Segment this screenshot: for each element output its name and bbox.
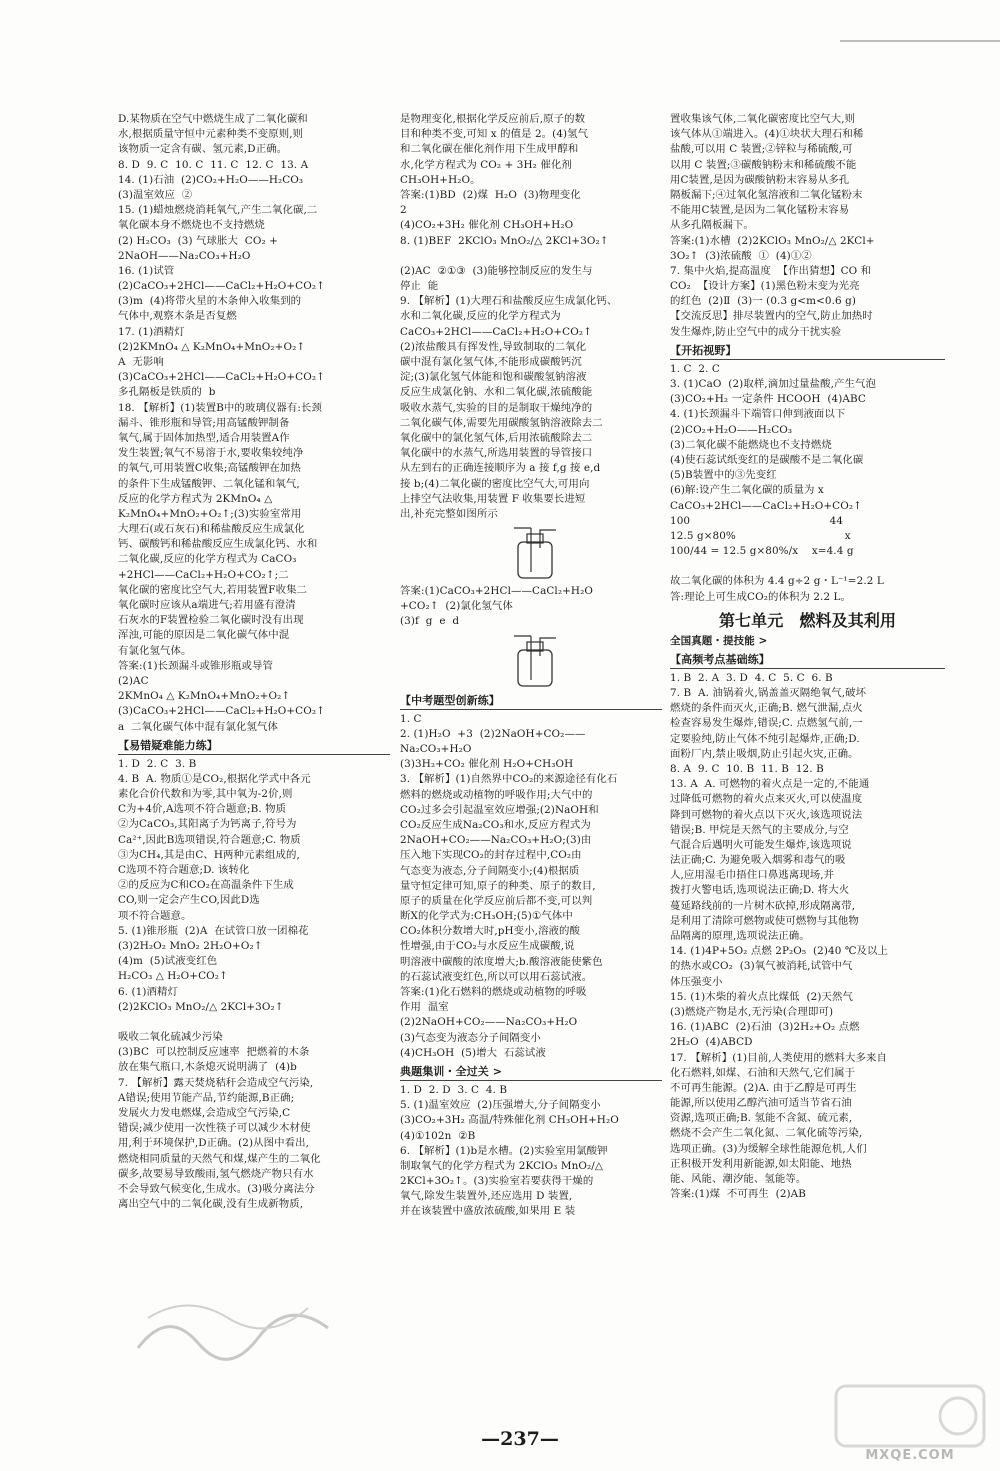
text-line: 量守恒定律可知,原子的种类、原子的数目, <box>400 879 596 892</box>
text-line: A 无影响 <box>118 356 164 368</box>
text-line: 的条件下生成锰酸钾、二氧化锰和氧气, <box>118 477 300 490</box>
text-line: 二氧化碳气体,需要先用碳酸氢钠溶液除去二 <box>400 416 603 429</box>
text-line: 气态变为液态,分子间隔变小;(4)根据质 <box>400 864 580 877</box>
text-line: 气混合后遇明火可能发生爆炸,该选项说 <box>670 838 852 851</box>
text-line: 断X的化学式为:CH₃OH;(5)①气体中 <box>400 910 573 923</box>
text-line: 人,应用湿毛巾捂住口鼻逃离现场,并 <box>670 869 835 882</box>
text-line: (2)CO₂+H₂O——H₂CO₃ <box>670 423 793 436</box>
text-line: (5)B装置中的③先变红 <box>670 469 777 482</box>
text-line: CO₂ 【设计方案】(1)黑色粉末变为光亮 <box>670 280 860 293</box>
text-line: 气体中,观察木条是否复燃 <box>118 310 237 323</box>
text-line: 二氧化碳,反应的化学方程式为 CaCO₃ <box>118 553 297 566</box>
text-line: 错误;B. 甲烷是天然气的主要成分,与空 <box>670 823 849 836</box>
text-line: 14. (1)4P+5O₂ 点燃 2P₂O₅ (2)40 ℃及以上 <box>670 945 889 958</box>
text-line: 1. D 2. C 3. B <box>118 757 197 770</box>
text-line: ②为CaCO₃,其阳离子为钙离子,符号为 <box>118 818 297 831</box>
text-line: 有氯化氢气体。 <box>118 644 192 657</box>
text-line: 1. C 2. C <box>670 362 720 375</box>
text-line: 发生装置;氧气不易溶于水,要收集较纯净 <box>118 447 304 460</box>
text-line: 发生爆炸,防止空气中的成分干扰实验 <box>670 325 842 338</box>
text-line: 压入地下实现CO₂的封存过程中,CO₂由 <box>400 849 582 862</box>
text-line: 2. (1)H₂O +3 (2)2NaOH+CO₂—— <box>400 727 586 740</box>
bottle-figure <box>400 632 662 690</box>
text-line: 接 b;(4)二氧化碳的密度比空气大,可用向 <box>400 477 590 490</box>
text-line: C选项不符合题意;D. 该转化 <box>118 864 250 876</box>
text-line: 用,利于环境保护,D正确。(2)从图中看出, <box>118 1137 310 1150</box>
section-heading: 典题集训・全过关 > <box>400 1063 662 1081</box>
text-line: 的红色 (2)Ⅱ (3)一 (0.3 g<m<0.6 g) <box>670 295 857 308</box>
text-line: (3)二氧化碳不能燃烧也不支持燃烧 <box>670 438 832 451</box>
text-line: 答案:(1)CaCO₃+2HCl——CaCl₂+H₂O <box>400 585 593 598</box>
text-line: 8. D 9. C 10. C 11. C 12. C 13. A <box>118 158 309 171</box>
text-line: H₂CO₃ △ H₂O+CO₂↑ <box>118 970 228 983</box>
text-line: 4. (1)长颈漏斗下端管口伸到液面以下 <box>670 408 846 421</box>
text-line: CaCO₃+2HCl——CaCl₂+H₂O+CO₂↑ <box>670 499 862 512</box>
text-line: C为+4价,A选项不符合题意;B. 物质 <box>118 803 287 816</box>
top-rule <box>840 40 1000 42</box>
text-line: (3)气态变为液态分子间隔变小 <box>400 1031 541 1044</box>
text-line: (3)f g e d <box>400 615 460 628</box>
text-line: 2 <box>400 204 407 217</box>
text-line: 16. (1)ABC (2)石油 (3)2H₂+O₂ 点燃 <box>670 1021 860 1034</box>
subsection-title: 全国真题・提技能 > <box>670 634 768 647</box>
text-line: 漏斗、锥形瓶和导管;用高锰酸钾制备 <box>118 416 290 429</box>
text-line: 答案:(1)水槽 (2)2KClO₃ MnO₂/△ 2KCl+ <box>670 234 875 247</box>
text-line: 盐酸,可以用 C 装置;②锌粒与稀硫酸,可 <box>670 143 853 156</box>
text-line: (2)AC ②①③ (3)能够控制反应的发生与 <box>400 264 593 277</box>
text-line: (2)CaCO₃+2HCl——CaCl₂+H₂O+CO₂↑ <box>118 280 325 293</box>
text-line: Na₂CO₃+H₂O <box>400 743 472 755</box>
text-line: (2)2KClO₃ MnO₂/△ 2KCl+3O₂↑ <box>118 1000 284 1013</box>
text-line: 答案:(1)长颈漏斗或锥形瓶或导管 <box>118 659 273 672</box>
text-line: 100/44 = 12.5 g×80%/x x=4.4 g <box>670 545 854 558</box>
text-line: 多孔隔板是铁质的 b <box>118 386 216 399</box>
text-line: 反应的化学方程式为 2KMnO₄ △ <box>118 492 273 505</box>
text-line: 15. (1)蜡烛燃烧消耗氧气,产生二氧化碳,二 <box>118 204 318 217</box>
text-line: 和二氧化碳在催化剂作用下生成甲醇和 <box>400 143 579 156</box>
section-heading: 【开拓视野】 <box>670 342 945 360</box>
text-line: 隔板漏下;④过氧化氢溶液和二氧化锰粉末 <box>670 188 863 201</box>
text-line: 燃烧相同质量的天然气和煤,煤产生的二氧化 <box>118 1152 321 1165</box>
text-line: 14. (1)石油 (2)CO₂+H₂O——H₂CO₃ <box>118 173 304 186</box>
text-line: 置收集该气体,二氧化碳密度比空气大,则 <box>670 113 856 125</box>
text-line: CaCO₃+2HCl——CaCl₂+H₂O+CO₂↑ <box>400 325 592 338</box>
text-line: CO,则一定会产生CO,因此D选 <box>118 894 260 907</box>
text-line: (3)CO₂+H₂ 一定条件 HCOOH (4)ABC <box>670 393 866 406</box>
text-line: 素化合价代数和为零,其中氧为-2价,则 <box>118 788 293 801</box>
text-line: 体压强变小 <box>670 975 723 988</box>
text-line: 能、风能、潮汐能、氢能等。 <box>670 1173 807 1185</box>
text-line <box>670 559 945 574</box>
text-line: CH₃OH+H₂O。 <box>400 173 481 186</box>
text-line: (3)BC 可以控制反应速率 把燃着的木条 <box>118 1046 310 1059</box>
text-line: (3)m (4)将带火星的木条伸入收集到的 <box>118 295 302 308</box>
text-line: 上排空气法收集,用装置 F 收集要长进短 <box>400 492 586 505</box>
text-line: 能源,所以使用乙醇汽油可适当节省石油 <box>670 1097 852 1110</box>
text-line: 停止 能 <box>400 280 439 293</box>
text-line: 作用 温室 <box>400 1001 449 1014</box>
section-heading: 【易错疑难能力练】 <box>118 737 390 755</box>
text-line: 17. 【解析】(1)目前,人类使用的燃料大多来自 <box>670 1051 887 1064</box>
text-line <box>400 249 662 264</box>
text-line: 发展火力发电燃煤,会造成空气污染,C <box>118 1107 291 1119</box>
text-line: (2)2NaOH+CO₂——Na₂CO₃+H₂O <box>400 1016 578 1029</box>
watermark-url: MXQE.COM <box>865 1448 955 1463</box>
text-line: 17. (1)酒精灯 <box>118 325 185 338</box>
text-line <box>118 1015 390 1030</box>
text-line: 【交流反思】排尽装置内的空气,防止加热时 <box>670 310 873 323</box>
text-line: 16. (1)试管 <box>118 264 175 277</box>
text-line: 该气体从①端进入。(4)①块状大理石和稀 <box>670 128 864 141</box>
text-line: (2) H₂CO₃ (3) 气球胀大 CO₂ + <box>118 234 278 247</box>
text-line: 答案:(1)煤 不可再生 (2)AB <box>670 1188 807 1201</box>
text-line: 蔓延路线前的一片树木砍掉,形成隔离带, <box>670 899 856 912</box>
text-line: 该物质一定含有碳、氢元素,D正确。 <box>118 143 288 156</box>
page-number: —237— <box>481 1428 559 1450</box>
text-line: a 二氧化碳气体中混有氯化氢气体 <box>118 720 278 733</box>
text-line: 选项正确。(3)为缓解全球性能源危机,人们 <box>670 1142 867 1155</box>
text-line: (3)温室效应 ② <box>118 188 193 201</box>
text-line: 5. (1)锥形瓶 (2)A 在试管口放一团棉花 <box>118 924 309 937</box>
text-line: 并在该装置中盛放浓硫酸,如果用 E 装 <box>400 1205 576 1218</box>
text-line: 资源,选项正确;B. 氢能不含氮、硫元素, <box>670 1112 853 1125</box>
text-line: 水,化学方程式为 CO₂ + 3H₂ 催化剂 <box>400 158 572 171</box>
text-line: 的氧气,可用装置C收集;高锰酸钾在加热 <box>118 462 301 475</box>
text-line: 18. 【解析】(1)装置B中的玻璃仪器有:长颈 <box>118 401 322 414</box>
text-line: 15. (1)木柴的着火点比煤低 (2)天然气 <box>670 990 853 1003</box>
text-line: 浑浊,可能的原因是二氧化碳气体中混 <box>118 629 290 642</box>
text-line: 2KMnO₄ △ K₂MnO₄+MnO₂+O₂↑ <box>118 690 291 703</box>
text-line: 检查容易发生爆炸,错误;C. 点燃氢气前,一 <box>670 717 863 730</box>
text-line: ②的反应为C和CO₂在高温条件下生成 <box>118 879 294 892</box>
text-line: (6)解:设产生二氧化碳的质量为 x <box>670 484 824 497</box>
text-line: 不可再生能源。(2)A. 由于乙醇是可再生 <box>670 1081 857 1094</box>
text-line: 的石蕊试液变红色,所以可以用石蕊试液。 <box>400 970 593 983</box>
text-line: 7. B A. 油锅着火,锅盖盖灭隔绝氧气,破坏 <box>670 687 867 699</box>
column-middle <box>400 112 662 1220</box>
text-line: +2HCl——CaCl₂+H₂O+CO₂↑;二 <box>118 568 289 581</box>
text-line: 1. C <box>400 712 422 725</box>
text-line: 性增强,由于CO₂与水反应生成碳酸,说 <box>400 940 575 953</box>
text-line: (3)CaCO₃+2HCl——CaCl₂+H₂O+CO₂↑ <box>118 705 325 718</box>
text-line: 100 44 <box>670 514 844 527</box>
text-line: 燃烧不会产生二氧化氮、二氧化硫等污染, <box>670 1127 863 1140</box>
text-line: 钙、碳酸钙和稀盐酸反应生成氯化钙、水和 <box>118 538 318 551</box>
column-left <box>118 112 390 1212</box>
text-line: 答案:(1)BD (2)煤 H₂O (3)物理变化 <box>400 188 581 201</box>
text-line: (2)AC <box>118 674 149 687</box>
text-line: 氧化碳中的水蒸气,所选用装置的导管接口 <box>400 447 593 460</box>
text-line: 13. A A. 可燃物的着火点是一定的,不能通 <box>670 778 870 791</box>
text-line: 出,补充完整如图所示 <box>400 507 498 520</box>
text-line: +CO₂↑ (2)氯化氢气体 <box>400 600 513 613</box>
text-line: 反应生成氯化钠、水和二氧化碳,浓硫酸能 <box>400 386 593 399</box>
text-line: 燃烧的条件而灭火,正确;B. 燃气泄漏,点火 <box>670 702 863 715</box>
bottle-figure <box>400 524 662 582</box>
text-line: 答:理论上可生成CO₂的体积为 2.2 L。 <box>670 590 852 603</box>
text-line: 3. 【解析】(1)自然界中CO₂的来源途径有化石 <box>400 773 618 786</box>
text-line: 淀;(3)氯化氢气体能和饱和碳酸氢钠溶液 <box>400 371 587 384</box>
text-line: 吸收水蒸气,实验的目的是制取干燥纯净的 <box>400 401 593 414</box>
text-line: 碳多,故要易导致酸雨,氢气燃烧产物只有水 <box>118 1167 314 1180</box>
text-line: (2)浓盐酸具有挥发性,导致制取的二氧化 <box>400 340 587 353</box>
text-line: (4)CO₂+3H₂ 催化剂 CH₃OH+H₂O <box>400 219 574 232</box>
text-line: 错误;减少使用一次性筷子可以减少木材使 <box>118 1122 311 1135</box>
text-line: 制取氧气的化学方程式为 2KClO₃ MnO₂/△ <box>400 1159 603 1172</box>
text-line: 项不符合题意。 <box>118 909 192 922</box>
text-line: 从左到右的正确连接顺序为 a 接 f,g 接 e,d <box>400 462 601 475</box>
column-right <box>670 112 945 1202</box>
text-line: 离出空气中的二氧化碳,没有生成新物质, <box>118 1198 304 1211</box>
text-line: CO₂反应生成Na₂CO₃和水,反应方程式为 <box>400 818 591 831</box>
text-line: 2KCl+3O₂↑。(3)实验室若要获得干燥的 <box>400 1175 594 1188</box>
text-line: 正积极开发利用新能源,如太阳能、地热 <box>670 1157 852 1170</box>
text-line: 用C装置,是因为碳酸钠粉末容易从多孔 <box>670 173 850 186</box>
text-line: (4)使石蕊试纸变红的是碳酸不是二氧化碳 <box>670 453 864 466</box>
text-line: 吸收二氧化硫减少污染 <box>118 1031 223 1044</box>
text-line: (3)CaCO₃+2HCl——CaCl₂+H₂O+CO₂↑ <box>118 371 325 384</box>
text-line: (3)燃烧产物是水,无污染(合理即可) <box>670 1005 834 1018</box>
text-line: 化石燃料,如煤、石油和天然气,它们属于 <box>670 1066 856 1079</box>
text-line: 2NaOH+CO₂——Na₂CO₃+H₂O;(3)由 <box>400 834 592 847</box>
text-line: 8. A 9. C 10. B 11. B 12. B <box>670 762 824 775</box>
text-line: (4)①102n ②B <box>400 1129 476 1142</box>
text-line: (4)m (5)试液变红色 <box>118 955 218 968</box>
text-line: A错误;使用节能产品,节约能源,B正确; <box>118 1091 295 1104</box>
watermark-logo-left <box>128 1288 348 1368</box>
text-line: 目和种类不变,可知 x 的值是 2。(4)氢气 <box>400 128 589 141</box>
text-line: 1. D 2. D 3. C 4. B <box>400 1083 508 1096</box>
text-line: 氧化碳时应该从a端进气;若用盛有澄清 <box>118 599 296 611</box>
text-line: 大理石(或石灰石)和稀盐酸反应生成氯化 <box>118 523 305 536</box>
text-line: 2H₂O (4)ABCD <box>670 1036 753 1049</box>
text-line: 3. (1)CaO (2)取样,滴加过量盐酸,产生气泡 <box>670 378 877 390</box>
text-line: (2)2KMnO₄ △ K₂MnO₄+MnO₂+O₂↑ <box>118 340 306 353</box>
text-line: 6. (1)酒精灯 <box>118 985 179 998</box>
text-line: 1. B 2. A 3. D 4. C 5. C 6. B <box>670 671 833 684</box>
text-line: 水,根据质量守恒中元素种类不变原则,则 <box>118 128 304 141</box>
text-line: D.某物质在空气中燃烧生成了二氧化碳和 <box>118 113 308 125</box>
text-line: 是物理变化,根据化学反应前后,原子的数 <box>400 113 586 125</box>
text-line: 氧气,属于固体加热型,适合用装置A作 <box>118 431 290 444</box>
text-line: 原子的质量在化学反应前后都不变,可以判 <box>400 894 593 907</box>
text-line: 明溶液中碳酸的浓度增大;b.酸溶液能使紫色 <box>400 955 603 968</box>
gas-bottle-diagram <box>510 524 560 580</box>
text-line: ③为CH₄,其是由C、H两种元素组成的, <box>118 848 300 861</box>
text-line: 面粉厂内,禁止吸烟,防止引起火灾,正确。 <box>670 747 859 760</box>
text-line: 石灰水的F装置检验二氧化碳时没有出现 <box>118 614 304 627</box>
text-line: 的热水或CO₂ (3)氧气被消耗,试管中气 <box>670 960 853 973</box>
text-line: 从多孔隔板漏下。 <box>670 219 754 232</box>
section-heading: 【高频考点基础练】 <box>670 651 945 669</box>
text-line: 故二氧化碳的体积为 4.4 g÷2 g・L⁻¹=2.2 L <box>670 575 884 588</box>
text-line: 品隔离的原理,选项说法正确。 <box>670 930 810 942</box>
text-line: 氧气,除发生装置外,还应选用 D 装置, <box>400 1190 573 1203</box>
text-line: K₂MnO₄+MnO₂+O₂↑;(3)实验室常用 <box>118 507 302 520</box>
text-line: 氧化碳本身不燃烧也不支持燃烧 <box>118 219 265 232</box>
text-line: 9. 【解析】(1)大理石和盐酸反应生成氯化钙、 <box>400 295 618 308</box>
text-line: 不能用C装置,是因为二氧化锰粉末容易 <box>670 204 850 217</box>
text-line: CO₂体积分数增大时,pH变小,溶液的酸 <box>400 925 581 938</box>
text-line: 5. (1)温室效应 (2)压强增大,分子间隔变小 <box>400 1099 601 1112</box>
text-line: 降到可燃物的着火点以下灭火,该选项说法 <box>670 808 863 821</box>
text-line: 燃料的燃烧或动植物的呼吸作用;大气中的 <box>400 788 593 801</box>
text-line: 氧化碳的密度比空气大,若用装置F收集二 <box>118 583 308 596</box>
text-line: CO₂过多会引起温室效应增强;(2)NaOH和 <box>400 803 599 816</box>
text-line: 4. B A. 物质①是CO₂,根据化学式中各元 <box>118 772 311 785</box>
text-line: 定要验纯,防止气体不纯引起爆炸,正确;D. <box>670 732 860 745</box>
text-line: 答案:(1)化石燃料的燃烧或动植物的呼吸 <box>400 986 587 998</box>
text-line: 过降低可燃物的着火点来灭火,可以使温度 <box>670 793 863 806</box>
text-line: 氧化碳中的氯化氢气体,后用浓硫酸除去二 <box>400 431 593 444</box>
unit-title: 第七单元 燃料及其利用 <box>718 610 897 630</box>
text-line: 放在集气瓶口,木条熄灭说明满了 (4)b <box>118 1061 297 1074</box>
gas-bottle-diagram <box>510 632 560 688</box>
text-line: 不会导致气候变化,生成水。(3)吸分离法分 <box>118 1182 315 1195</box>
text-line: 8. (1)BEF 2KClO₃ MnO₂/△ 2KCl+3O₂↑ <box>400 234 609 247</box>
text-line: (3)CO₂+3H₂ 高温/特殊催化剂 CH₃OH+H₂O <box>400 1114 619 1127</box>
text-line: 7. 【解析】露天焚烧秸秆会造成空气污染, <box>118 1076 314 1089</box>
text-line: 拨打火警电话,选项说法正确;D. 将大火 <box>670 884 850 897</box>
text-line: (4)CH₃OH (5)增大 石蕊试液 <box>400 1046 546 1059</box>
text-line: 12.5 g×80% x <box>670 529 851 542</box>
text-line: 是利用了清除可燃物或使可燃物与其他物 <box>670 914 859 927</box>
text-line: 水和二氧化碳,反应的化学方程式为 <box>400 310 561 323</box>
text-line: (3)3H₂+CO₂ 催化剂 H₂O+CH₃OH <box>400 758 574 771</box>
text-line: 6. 【解析】(1)b是水槽。(2)实验室用氯酸钾 <box>400 1144 608 1157</box>
text-line: 法正确;C. 为避免吸入烟雾和毒气的吸 <box>670 854 846 867</box>
text-line: 碳中混有氯化氢气体,不能形成碳酸钙沉 <box>400 356 582 368</box>
section-heading: 【中考题型创新练】 <box>400 692 662 710</box>
text-line: 3O₂↑ (3)浓硫酸 ① (4)①② <box>670 249 812 262</box>
text-line: 以用 C 装置;③碳酸钠粉末和稀硫酸不能 <box>670 158 857 171</box>
text-line: 2NaOH——Na₂CO₃+H₂O <box>118 249 251 262</box>
text-line: (3)2H₂O₂ MnO₂ 2H₂O+O₂↑ <box>118 939 263 952</box>
text-line: 7. 集中火焰,提高温度 【作出猜想】CO 和 <box>670 264 872 277</box>
text-line: Ca²⁺,因此B选项错误,符合题意;C. 物质 <box>118 833 301 846</box>
